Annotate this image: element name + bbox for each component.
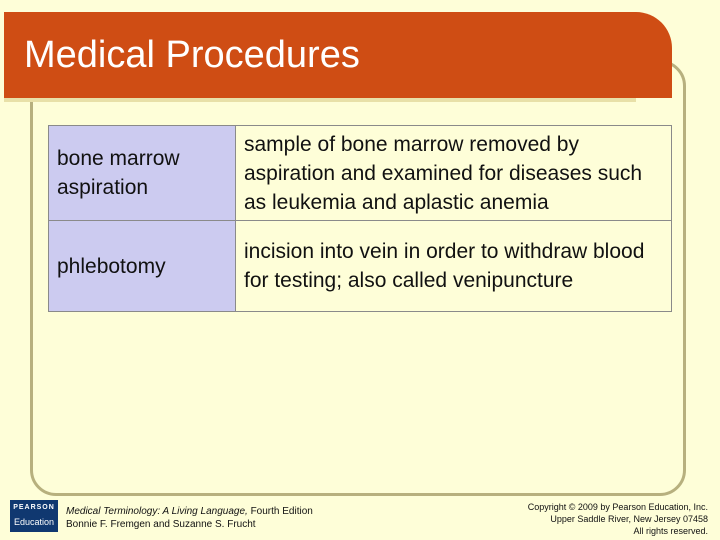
copyright-line: All rights reserved.: [633, 526, 708, 536]
book-title: Medical Terminology: A Living Language,: [66, 506, 248, 517]
logo-brand: PEARSON: [13, 504, 55, 511]
logo-sub: Education: [13, 517, 55, 527]
book-edition: Fourth Edition: [250, 506, 313, 517]
term-cell: bone marrow aspiration: [49, 126, 236, 221]
copyright-notice: [528, 501, 708, 537]
copyright-line: Copyright © 2009 by Pearson Education, Inc.: [527, 502, 708, 512]
publisher-logo: [10, 500, 58, 532]
table-row: [49, 126, 672, 221]
title-underline: [4, 98, 636, 102]
table-row: [49, 221, 672, 312]
copyright-line: Upper Saddle River, New Jersey 07458: [550, 514, 708, 524]
definition-cell: incision into vein in order to withdraw blood for testing; also called venipuncture: [236, 221, 672, 312]
slide-title: Medical Procedures: [24, 34, 360, 76]
term-cell: phlebotomy: [49, 221, 236, 312]
book-citation: [66, 505, 313, 531]
book-authors: Bonnie F. Fremgen and Suzanne S. Frucht: [66, 519, 256, 530]
terms-table: [48, 125, 672, 312]
definition-cell: sample of bone marrow removed by aspiration and examined for diseases such as leukemia and aplastic anemia: [236, 126, 672, 221]
